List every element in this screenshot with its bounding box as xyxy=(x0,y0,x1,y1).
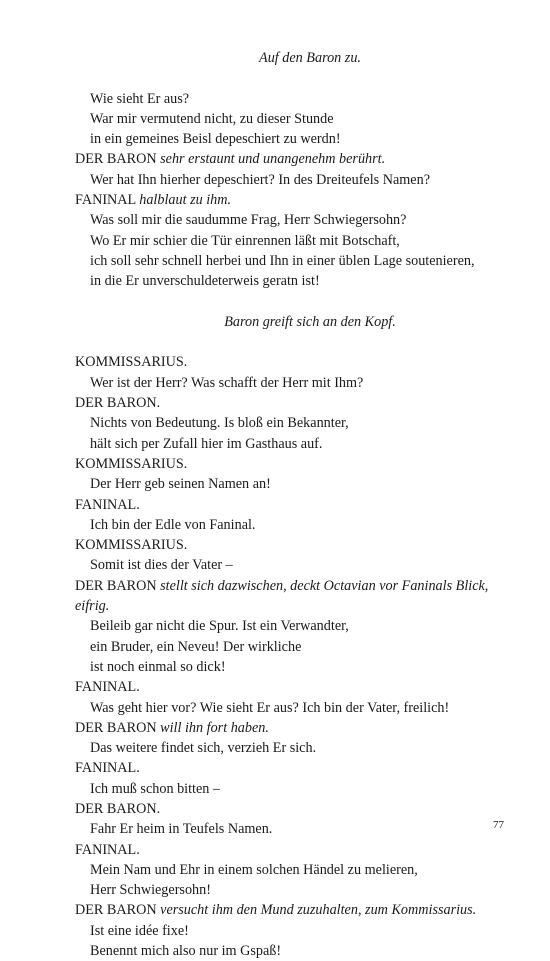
stage-direction: Auf den Baron zu. xyxy=(259,50,361,66)
verse-line: Herr Schwiegersohn! xyxy=(90,882,211,899)
verse-line: Nichts von Bedeutung. Is bloß ein Bekannter, xyxy=(90,415,349,432)
verse-line: Wer hat Ihn hierher depeschiert? In des Dreiteufels Namen? xyxy=(90,171,430,188)
speaker-name: KOMMISSARIUS. xyxy=(75,537,188,554)
verse-line: Wie sieht Er aus? xyxy=(90,90,190,107)
speaker-name: FANINAL. xyxy=(75,679,140,696)
speaker-name: DER BARON xyxy=(75,902,157,919)
verse-line: War mir vermutend nicht, zu dieser Stunde xyxy=(90,110,334,127)
verse-line: Wer ist der Herr? Was schafft der Herr mit Ihm? xyxy=(90,374,364,391)
speaker-name: DER BARON xyxy=(75,151,157,168)
speaker-line xyxy=(75,677,515,697)
speaker-line xyxy=(75,799,515,819)
verse-line: ist noch einmal so dick! xyxy=(90,658,226,675)
verse-line: ich soll sehr schnell herbei und Ihn in einer üblen Lage soutenieren, xyxy=(90,252,475,269)
speaker-direction: stellt sich dazwischen, deckt Octavian vor Faninals Blick, eifrig. xyxy=(75,577,489,615)
speaker-line xyxy=(75,576,515,617)
speaker-line xyxy=(75,535,515,555)
speaker-name: FANINAL. xyxy=(75,841,140,858)
speaker-name: FANINAL. xyxy=(75,496,140,513)
verse-line: Wo Er mir schier die Tür einrennen läßt mit Botschaft, xyxy=(90,232,400,249)
speaker-line xyxy=(75,149,515,169)
verse-line: Was soll mir die saudumme Frag, Herr Schwiegersohn? xyxy=(90,212,407,229)
spacer xyxy=(75,292,515,312)
speaker-line xyxy=(75,900,515,920)
verse-line: Ich muß schon bitten – xyxy=(90,780,221,797)
speaker-line xyxy=(75,190,515,210)
verse-line: in ein gemeines Beisl depeschiert zu werdn! xyxy=(90,131,341,148)
verse-line: Ist eine idée fixe! xyxy=(90,922,189,939)
speaker-line xyxy=(75,840,515,860)
spacer xyxy=(75,332,515,352)
speaker-name: FANINAL xyxy=(75,192,136,209)
speaker-line xyxy=(75,718,515,738)
verse-line: Somit ist dies der Vater – xyxy=(90,557,233,574)
speaker-line xyxy=(75,454,515,474)
speaker-line xyxy=(75,495,515,515)
speaker-name: FANINAL. xyxy=(75,760,140,777)
verse-line: Ich bin der Edle von Faninal. xyxy=(90,516,256,533)
verse-line: in die Er unverschuldeterweis geratn ist! xyxy=(90,273,320,290)
verse-line: Mein Nam und Ehr in einem solchen Händel zu melieren, xyxy=(90,861,418,878)
verse-line: hält sich per Zufall hier im Gasthaus auf. xyxy=(90,435,323,452)
speaker-name: DER BARON xyxy=(75,719,157,736)
speaker-name: KOMMISSARIUS. xyxy=(75,455,188,472)
speaker-name: KOMMISSARIUS. xyxy=(75,354,188,371)
page-number: 77 xyxy=(493,819,504,831)
verse-line: Das weitere findet sich, verzieh Er sich. xyxy=(90,740,317,757)
speaker-line xyxy=(75,393,515,413)
verse-line: ein Bruder, ein Neveu! Der wirkliche xyxy=(90,638,302,655)
speaker-name: DER BARON. xyxy=(75,395,161,412)
spacer xyxy=(75,68,515,88)
verse-line: Der Herr geb seinen Namen an! xyxy=(90,476,271,493)
verse-line: Fahr Er heim in Teufels Namen. xyxy=(90,821,273,838)
verse-line: Beileib gar nicht die Spur. Ist ein Verwandter, xyxy=(90,618,349,635)
verse-line: Was geht hier vor? Wie sieht Er aus? Ich bin der Vater, freilich! xyxy=(90,699,450,716)
speaker-direction: versucht ihm den Mund zuzuhalten, zum Kommissarius. xyxy=(160,902,477,919)
speaker-name: DER BARON xyxy=(75,577,157,594)
speaker-name: DER BARON. xyxy=(75,800,161,817)
stage-direction: Baron greift sich an den Kopf. xyxy=(224,313,396,330)
speaker-direction: sehr erstaunt und unangenehm berührt. xyxy=(160,151,386,168)
speaker-direction: halblaut zu ihm. xyxy=(139,192,232,209)
speaker-line xyxy=(75,758,515,778)
speaker-direction: will ihn fort haben. xyxy=(160,719,269,736)
text-body xyxy=(75,48,515,961)
speaker-line xyxy=(75,352,515,372)
verse-line: Benennt mich also nur im Gspaß! xyxy=(90,943,282,960)
